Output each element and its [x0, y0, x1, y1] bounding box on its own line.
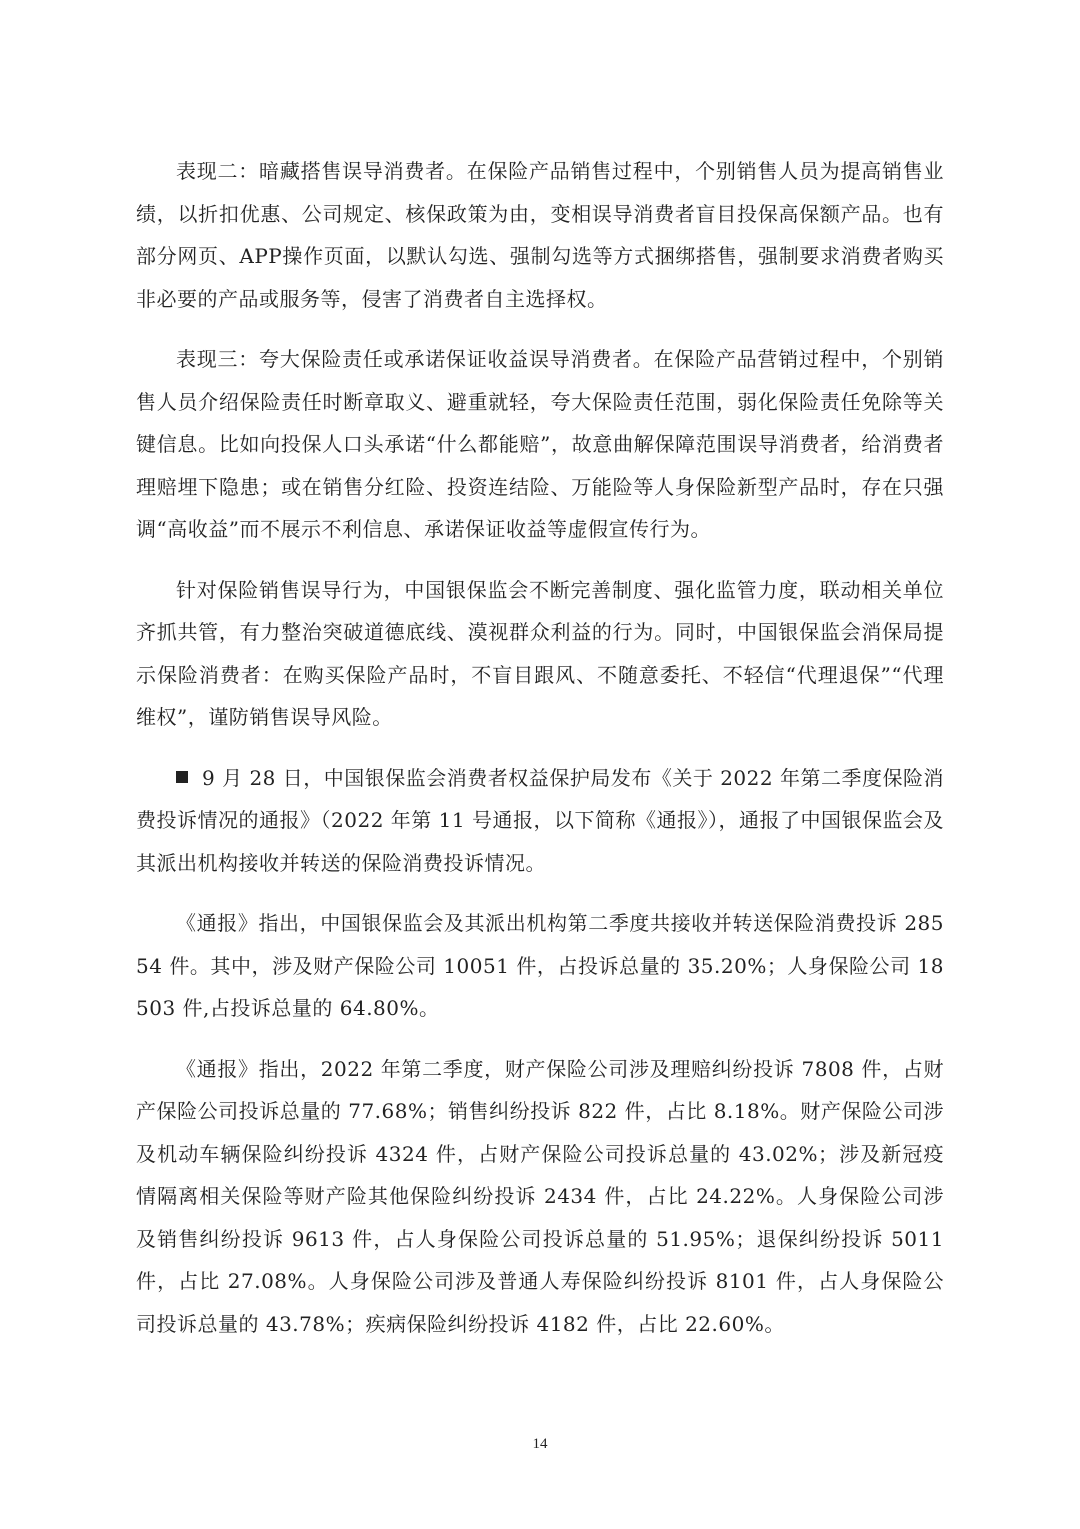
paragraph-complaint-totals: 《通报》指出，中国银保监会及其派出机构第二季度共接收并转送保险消费投诉 28554 件。其中，涉及财产保险公司 10051 件，占投诉总量的 35.20%；人身保险公司 18503 件,占投诉总量的 64.80%。	[136, 911, 944, 1020]
paragraph-regulatory-response: 针对保险销售误导行为，中国银保监会不断完善制度、强化监管力度，联动相关单位齐抓共管，有力整治突破道德底线、漠视群众利益的行为。同时，中国银保监会消保局提示保险消费者：在购买保险产品时，不盲目跟风、不随意委托、不轻信“代理退保”“代理维权”，谨防销售误导风险。	[136, 577, 944, 729]
document-body	[136, 150, 944, 1345]
paragraph-behavior-three: 表现三：夸大保险责任或承诺保证收益误导消费者。在保险产品营销过程中，个别销售人员介绍保险责任时断章取义、避重就轻，夸大保险责任范围，弱化保险责任免除等关键信息。比如向投保人口头承诺“什么都能赔”，故意曲解保障范围误导消费者，给消费者理赔埋下隐患；或在销售分红险、投资连结险、万能险等人身保险新型产品时，存在只强调“高收益”而不展示不利信息、承诺保证收益等虚假宣传行为。	[136, 347, 944, 541]
paragraph-notice-release-text: 9 月 28 日，中国银保监会消费者权益保护局发布《关于 2022 年第二季度保险消费投诉情况的通报》（2022 年第 11 号通报，以下简称《通报》），通报了中国银保监会及其派出机构接收并转送的保险消费投诉情况。	[136, 765, 944, 875]
black-square-icon	[176, 771, 188, 783]
paragraph-behavior-two: 表现二：暗藏搭售误导消费者。在保险产品销售过程中，个别销售人员为提高销售业绩，以折扣优惠、公司规定、核保政策为由，变相误导消费者盲目投保高保额产品。也有部分网页、APP操作页面，以默认勾选、强制勾选等方式捆绑搭售，强制要求消费者购买非必要的产品或服务等，侵害了消费者自主选择权。	[136, 159, 944, 311]
paragraph-complaint-breakdown: 《通报》指出，2022 年第二季度，财产保险公司涉及理赔纠纷投诉 7808 件，占财产保险公司投诉总量的 77.68%；销售纠纷投诉 822 件，占比 8.18%。财产保险公司涉及机动车辆保险纠纷投诉 4324 件，占财产保险公司投诉总量的 43.02%；涉及新冠疫情隔离相关保险等财产险其他保险纠纷投诉 2434 件，占比 24.22%。人身保险公司涉及销售纠纷投诉 9613 件，占人身保险公司投诉总量的 51.95%；退保纠纷投诉 5011 件，占比 27.08%。人身保险公司涉及普通人寿保险纠纷投诉 8101 件，占人身保险公司投诉总量的 43.78%；疾病保险纠纷投诉 4182 件，占比 22.60%。	[136, 1056, 944, 1336]
paragraph-notice-release	[136, 757, 944, 885]
page-number: 14	[532, 1436, 548, 1452]
